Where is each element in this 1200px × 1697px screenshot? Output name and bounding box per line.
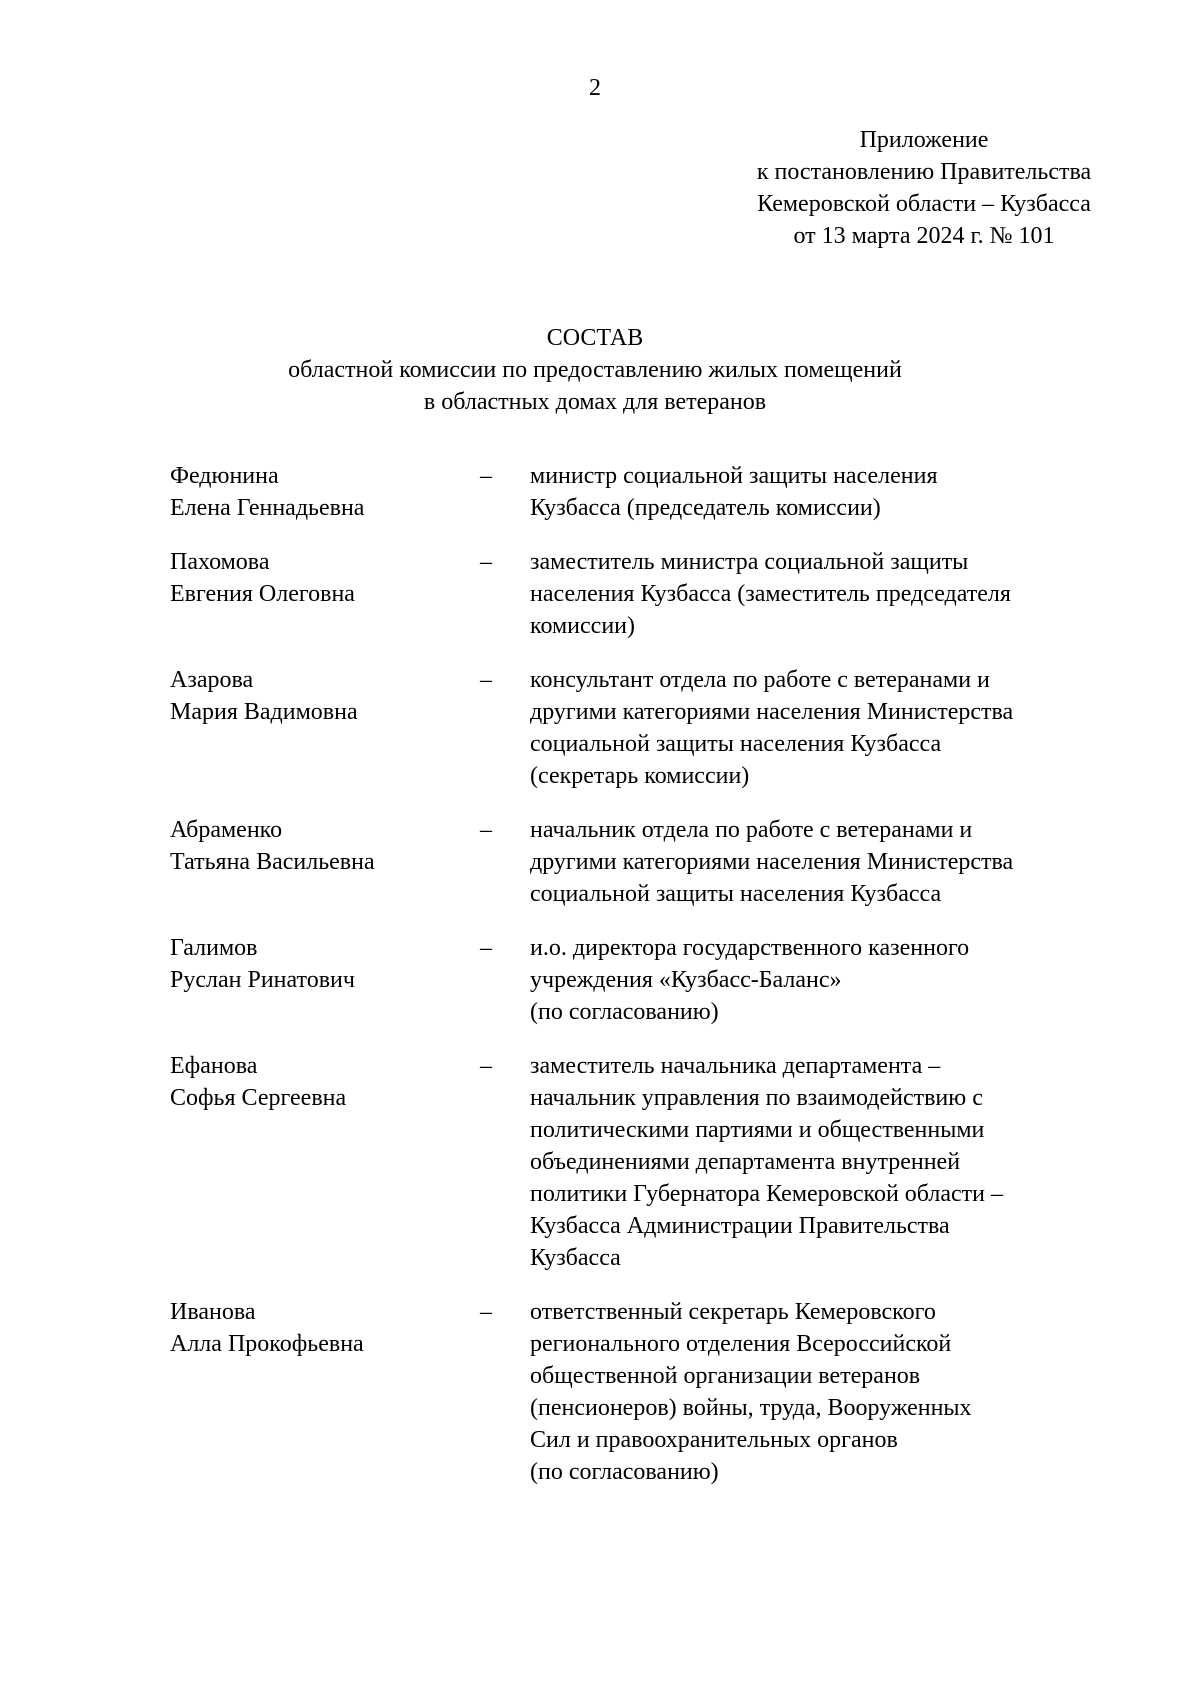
member-role-line: министр социальной защиты населения [530,463,938,489]
member-dash: – [480,549,492,575]
member-role-line: заместитель начальника департамента – [530,1053,941,1079]
member-row [170,664,1120,792]
member-role-line: ответственный секретарь Кемеровского [530,1299,936,1325]
member-role [530,460,1120,524]
member-role-line: заместитель министра социальной защиты [530,549,969,575]
member-given-name: Софья Сергеевна [170,1085,347,1111]
document-title [0,322,1190,418]
member-role-line: социальной защиты населения Кузбасса [530,881,942,907]
member-dash: – [480,1053,492,1079]
member-surname: Федюнина [170,463,279,489]
member-surname: Азарова [170,667,254,693]
member-row [170,1050,1120,1274]
member-name [170,814,480,878]
member-row [170,932,1120,1028]
member-role-line: (пенсионеров) войны, труда, Вооруженных [530,1395,972,1421]
member-role-line: (по согласованию) [530,999,719,1025]
member-name [170,460,480,524]
member-surname: Абраменко [170,817,283,843]
member-dash: – [480,1299,492,1325]
member-role-line: другими категориями населения Министерства [530,699,1014,725]
member-given-name: Мария Вадимовна [170,699,358,725]
member-dash: – [480,935,492,961]
member-row [170,1296,1120,1488]
member-row [170,460,1120,524]
member-role [530,932,1120,1028]
member-row [170,814,1120,910]
title-line: областной комиссии по предоставлению жилых помещений [288,357,902,383]
member-role-line: населения Кузбасса (заместитель председателя [530,581,1011,607]
member-role-line: учреждения «Кузбасс-Баланс» [530,967,842,993]
member-name [170,932,480,996]
members-list [170,460,1120,1510]
member-surname: Ефанова [170,1053,258,1079]
member-role [530,664,1120,792]
member-role-line: начальник отдела по работе с ветеранами и [530,817,973,843]
member-role-line: начальник управления по взаимодействию с [530,1085,983,1111]
member-role-line: общественной организации ветеранов [530,1363,921,1389]
member-role-line: (секретарь комиссии) [530,763,750,789]
member-dash: – [480,817,492,843]
member-role-line: социальной защиты населения Кузбасса [530,731,942,757]
member-name [170,664,480,728]
member-role [530,546,1120,642]
member-role [530,814,1120,910]
appendix-line: Кемеровской области – Кузбасса [757,191,1091,217]
member-role-line: объединениями департамента внутренней [530,1149,961,1175]
member-name [170,1050,480,1114]
member-dash: – [480,667,492,693]
member-name [170,1296,480,1360]
appendix-line: к постановлению Правительства [756,159,1092,185]
member-role-line: другими категориями населения Министерства [530,849,1014,875]
appendix-line: от 13 марта 2024 г. № 101 [793,223,1055,249]
member-role [530,1050,1120,1274]
member-surname: Галимов [170,935,258,961]
member-given-name: Елена Геннадьевна [170,495,365,521]
appendix-header [700,124,1148,252]
member-role-line: Сил и правоохранительных органов [530,1427,898,1453]
member-dash: – [480,463,492,489]
member-role-line: Кузбасса [530,1245,621,1271]
member-role-line: Кузбасса Администрации Правительства [530,1213,950,1239]
title-line: в областных домах для ветеранов [423,389,767,415]
title-heading: СОСТАВ [546,325,644,351]
member-given-name: Евгения Олеговна [170,581,355,607]
appendix-line: Приложение [859,127,989,153]
member-role [530,1296,1120,1488]
member-given-name: Татьяна Васильевна [170,849,375,875]
member-role-line: и.о. директора государственного казенного [530,935,970,961]
member-role-line: (по согласованию) [530,1459,719,1485]
member-role-line: комиссии) [530,613,635,639]
member-role-line: политики Губернатора Кемеровской области – [530,1181,1004,1207]
member-role-line: политическими партиями и общественными [530,1117,985,1143]
member-given-name: Алла Прокофьевна [170,1331,364,1357]
member-surname: Иванова [170,1299,256,1325]
member-row [170,546,1120,642]
member-role-line: консультант отдела по работе с ветеранами и [530,667,990,693]
member-surname: Пахомова [170,549,270,575]
page-number: 2 [589,75,601,101]
member-given-name: Руслан Ринатович [170,967,355,993]
member-name [170,546,480,610]
member-role-line: Кузбасса (председатель комиссии) [530,495,881,521]
member-role-line: регионального отделения Всероссийской [530,1331,952,1357]
